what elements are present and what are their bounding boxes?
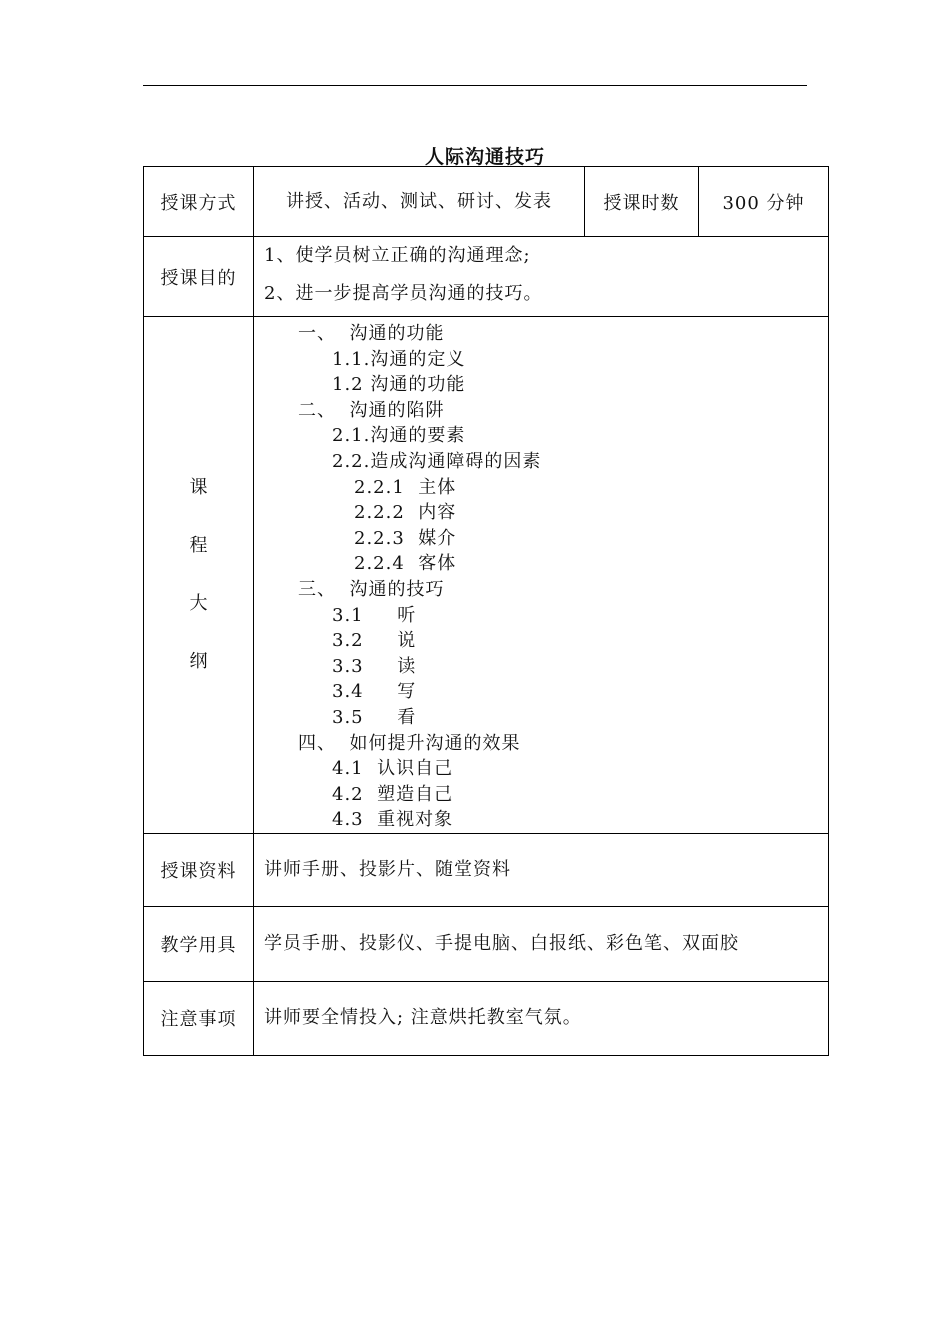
outline-item: 2.2.3 媒介	[354, 527, 457, 549]
outline-item: 2.2.4 客体	[354, 553, 457, 575]
outline-item: 二、 沟通的陷阱	[298, 399, 445, 421]
tools-value: 学员手册、投影仪、手提电脑、白报纸、彩色笔、双面胶	[254, 906, 829, 981]
method-value: 讲授、活动、测试、研讨、发表	[254, 167, 585, 237]
outline-item: 2.2.2 内容	[354, 502, 457, 524]
outline-item: 三、 沟通的技巧	[298, 578, 445, 600]
outline-label-char: 纲	[189, 650, 208, 672]
outline-item: 4.3 重视对象	[332, 809, 454, 831]
outline-item: 4.1 认识自己	[332, 758, 454, 780]
materials-value: 讲师手册、投影片、随堂资料	[254, 833, 829, 906]
outline-label	[144, 317, 254, 834]
outline-content	[254, 317, 829, 834]
outline-item: 3.2 说	[332, 630, 417, 652]
outline-label-char: 大	[189, 592, 208, 614]
goal-label: 授课目的	[144, 237, 254, 317]
outline-item: 3.4 写	[332, 681, 417, 703]
hours-value: 300 分钟	[699, 167, 829, 237]
outline-item: 四、 如何提升沟通的效果	[298, 732, 521, 754]
outline-item: 一、 沟通的功能	[298, 323, 445, 344]
tools-label: 教学用具	[144, 906, 254, 981]
materials-label: 授课资料	[144, 833, 254, 906]
row-outline	[144, 317, 829, 834]
method-label: 授课方式	[144, 167, 254, 237]
outline-item: 3.1 听	[332, 604, 417, 626]
document-title: 人际沟通技巧	[424, 146, 545, 168]
notes-value: 讲师要全情投入; 注意烘托教室气氛。	[254, 981, 829, 1055]
outline-item: 3.5 看	[332, 706, 417, 728]
notes-label: 注意事项	[144, 981, 254, 1055]
outline-item: 4.2 塑造自己	[332, 783, 454, 805]
row-method	[144, 167, 829, 237]
outline-item: 2.2.造成沟通障碍的因素	[332, 450, 542, 472]
outline-label-char: 课	[189, 476, 208, 498]
goal-line: 1、使学员树立正确的沟通理念;	[264, 245, 531, 266]
goal-line: 2、进一步提高学员沟通的技巧。	[264, 283, 543, 304]
outline-item: 1.1.沟通的定义	[332, 348, 466, 370]
row-notes	[144, 981, 829, 1055]
outline-item: 2.1.沟通的要素	[332, 425, 466, 447]
outline-item: 3.3 读	[332, 655, 417, 677]
row-goal	[144, 237, 829, 317]
hours-label: 授课时数	[585, 167, 699, 237]
course-table	[143, 166, 829, 1056]
outline-item: 1.2 沟通的功能	[332, 374, 466, 396]
row-tools	[144, 906, 829, 981]
header-rule	[143, 85, 807, 86]
outline-item: 2.2.1 主体	[354, 476, 457, 498]
outline-label-char: 程	[189, 534, 208, 556]
row-materials	[144, 833, 829, 906]
goal-value	[254, 237, 829, 317]
